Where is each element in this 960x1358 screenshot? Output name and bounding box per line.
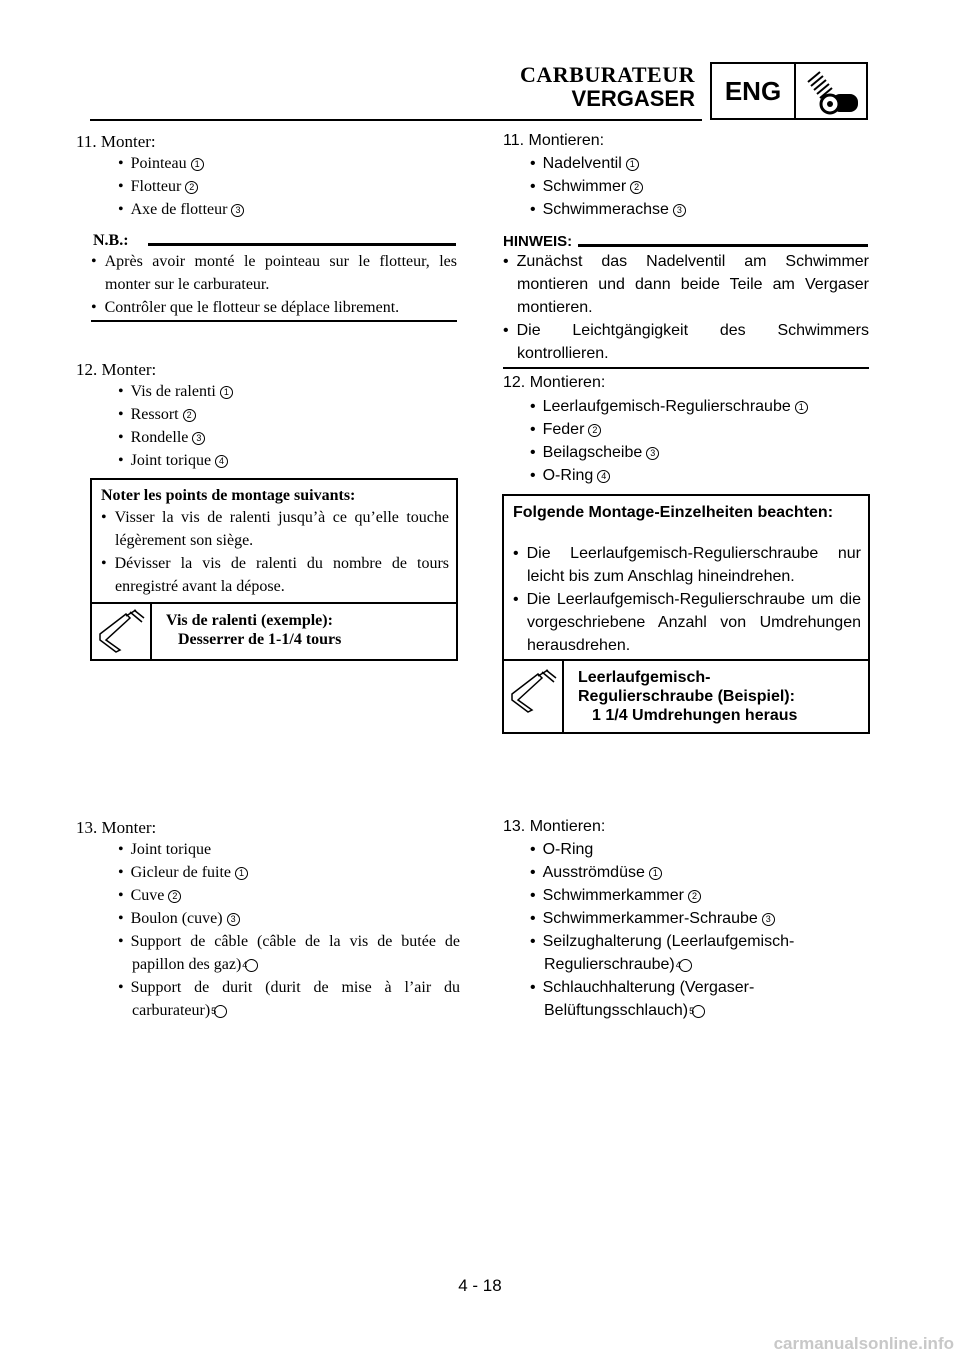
fr-step11-list — [118, 152, 244, 221]
list-item: • Gicleur de fuite 1 — [118, 861, 460, 884]
list-item: • Vis de ralenti 1 — [118, 380, 233, 403]
caliper-icon — [508, 668, 558, 714]
fr-box-heading: Noter les points de montage suivants: — [101, 487, 356, 504]
list-item: • Schwimmer 2 — [530, 175, 686, 198]
de-note-label: HINWEIS: — [503, 233, 573, 250]
list-item: • Feder 2 — [530, 418, 808, 441]
box-item: • Die Leerlaufgemisch-Regulierschraube nur leicht bis zum Anschlag hineindrehen. — [513, 542, 861, 588]
fr-box-vdivider — [150, 602, 152, 659]
fr-spec-value: Desserrer de 1-1/4 tours — [178, 631, 342, 648]
de-step11-title: 11. Montieren: — [503, 132, 605, 149]
list-item: • Schwimmerkammer 2 — [530, 884, 872, 907]
fr-step13-list — [118, 838, 460, 1022]
engine-icon — [798, 66, 864, 116]
list-item: • Cuve 2 — [118, 884, 460, 907]
list-item: • O-Ring 4 — [530, 464, 808, 487]
de-step11-list — [530, 152, 686, 221]
box-item: • Visser la vis de ralenti jusqu’à ce qu’elle touche légèrement son siège. — [101, 506, 449, 552]
list-item: • Flotteur 2 — [118, 175, 244, 198]
header-rule — [90, 119, 702, 121]
list-item: • Schwimmerachse 3 — [530, 198, 686, 221]
de-box-list — [513, 542, 861, 657]
fr-step12-list — [118, 380, 233, 472]
de-step13-list — [530, 838, 872, 1022]
de-step12-title: 12. Montieren: — [503, 374, 606, 391]
de-box-divider — [504, 659, 868, 661]
fr-note-rule-top — [148, 243, 456, 246]
list-item: • O-Ring — [530, 838, 872, 861]
de-note-rule-top — [578, 244, 868, 247]
de-step12-list — [530, 395, 808, 487]
list-item: • Beilagscheibe 3 — [530, 441, 808, 464]
page-number: 4 - 18 — [458, 1276, 502, 1295]
fr-instruction-box — [90, 478, 458, 661]
eng-badge-label: ENG — [724, 76, 782, 106]
list-item: • Seilzughalterung (Leerlaufgemisch-Regulierschraube)4 — [530, 930, 872, 976]
note-item: • Après avoir monté le pointeau sur le flotteur, les monter sur le carburateur. — [91, 250, 457, 296]
de-spec-value: 1 1/4 Umdrehungen heraus — [592, 707, 798, 724]
list-item: • Pointeau 1 — [118, 152, 244, 175]
list-item: • Boulon (cuve) 3 — [118, 907, 460, 930]
box-item: • Dévisser la vis de ralenti du nombre de tours enregistré avant la dépose. — [101, 552, 449, 598]
fr-box-list — [101, 506, 449, 598]
fr-note-list — [91, 250, 457, 319]
header-title-fr: CARBURATEUR — [520, 62, 695, 87]
de-note-list — [503, 250, 869, 365]
list-item: • Schlauchhalterung (Vergaser-Belüftungsschlauch)5 — [530, 976, 872, 1022]
fr-spec-label: Vis de ralenti (exemple): — [166, 612, 333, 629]
list-item: • Joint torique 4 — [118, 449, 233, 472]
watermark: carmanualsonline.info — [773, 1334, 954, 1353]
header-title-de: VERGASER — [571, 86, 695, 111]
list-item: • Support de câble (câble de la vis de butée de papillon des gaz)4 — [118, 930, 460, 976]
list-item: • Ressort 2 — [118, 403, 233, 426]
box-item: • Die Leerlaufgemisch-Regulierschraube um die vorgeschriebene Anzahl von Umdrehungen herausdrehen. — [513, 588, 861, 657]
note-item: • Die Leichtgängigkeit des Schwimmers kontrollieren. — [503, 319, 869, 365]
list-item: • Axe de flotteur 3 — [118, 198, 244, 221]
list-item: • Schwimmerkammer-Schraube 3 — [530, 907, 872, 930]
eng-badge — [710, 62, 868, 120]
list-item: • Rondelle 3 — [118, 426, 233, 449]
caliper-icon — [96, 608, 146, 654]
de-note-rule-bottom — [503, 367, 869, 369]
list-item: • Leerlaufgemisch-Regulierschraube 1 — [530, 395, 808, 418]
de-box-vdivider — [562, 659, 564, 732]
list-item: • Ausströmdüse 1 — [530, 861, 872, 884]
note-item: • Contrôler que le flotteur se déplace librement. — [91, 296, 457, 319]
fr-note-label: N.B.: — [93, 232, 129, 249]
de-instruction-box — [502, 494, 870, 734]
de-step13-title: 13. Montieren: — [503, 818, 606, 835]
de-spec-label: Leerlaufgemisch-Regulierschraube (Beispiel): — [578, 669, 795, 705]
list-item: • Support de durit (durit de mise à l’air du carburateur)5 — [118, 976, 460, 1022]
fr-step13-title: 13. Monter: — [76, 818, 157, 837]
fr-step11-title: 11. Monter: — [76, 132, 156, 151]
fr-step12-title: 12. Monter: — [76, 360, 157, 379]
fr-box-divider — [92, 602, 456, 604]
list-item: • Joint torique — [118, 838, 460, 861]
badge-divider — [794, 64, 796, 118]
fr-note-rule-bottom — [91, 320, 457, 322]
note-item: • Zunächst das Nadelventil am Schwimmer montieren und dann beide Teile am Vergaser montieren. — [503, 250, 869, 319]
de-box-heading: Folgende Montage-Einzelheiten beachten: — [513, 504, 834, 521]
list-item: • Nadelventil 1 — [530, 152, 686, 175]
